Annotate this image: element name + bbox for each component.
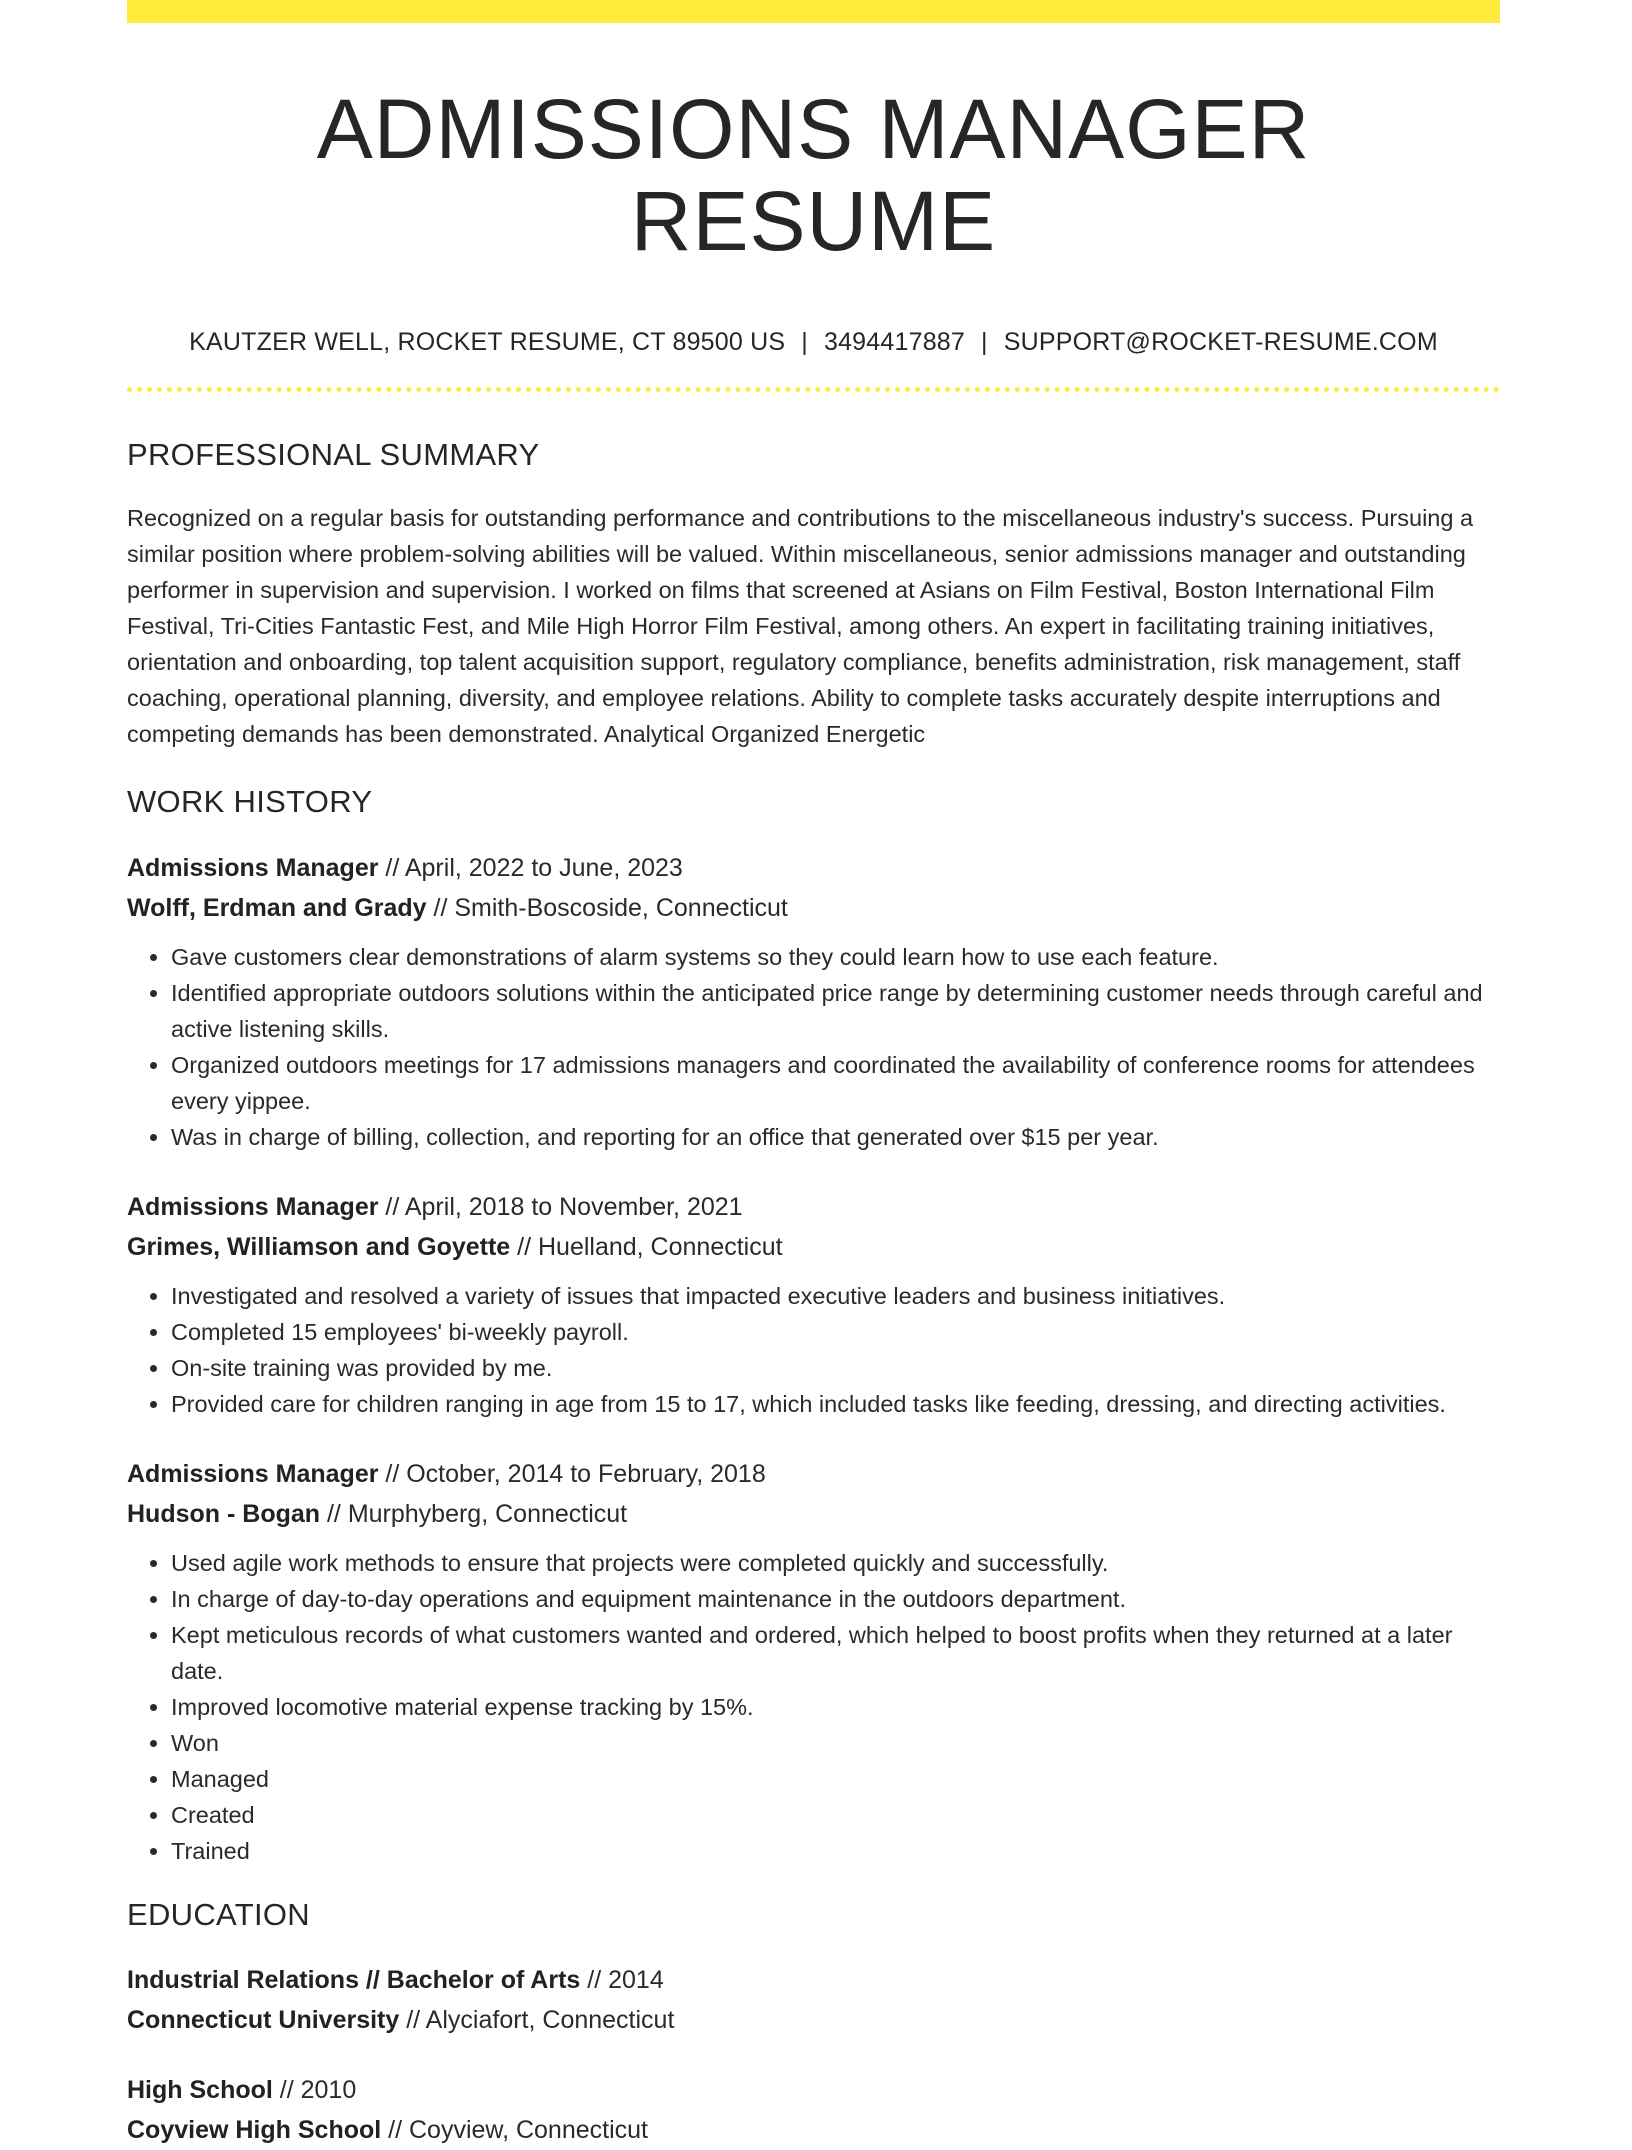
- education-entry: [127, 2070, 1500, 2150]
- job-role-line: [127, 848, 1500, 888]
- job-bullet: • Completed 15 employees' bi-weekly payroll.: [171, 1314, 1500, 1350]
- education-year: // 2014: [580, 1965, 664, 1994]
- job-bullet: • Gave customers clear demonstrations of alarm systems so they could learn how to use each feature.: [171, 939, 1500, 975]
- job-company: Wolff, Erdman and Grady: [127, 893, 427, 922]
- job-bullet: • Won: [171, 1725, 1500, 1761]
- job-location: // Murphyberg, Connecticut: [320, 1499, 628, 1528]
- job-role: Admissions Manager: [127, 1459, 379, 1488]
- education-school-line: [127, 2110, 1500, 2150]
- job-bullet: • Was in charge of billing, collection, and reporting for an office that generated over $15 per year.: [171, 1119, 1500, 1155]
- top-accent-bar: [127, 0, 1500, 23]
- job-bullet: • On-site training was provided by me.: [171, 1350, 1500, 1386]
- job-company-line: [127, 1494, 1500, 1534]
- resume-title: ADMISSIONS MANAGER RESUME: [316, 82, 1311, 269]
- contact-address: KAUTZER WELL, ROCKET RESUME, CT 89500 US: [189, 327, 786, 356]
- job-bullet: • Provided care for children ranging in age from 15 to 17, which included tasks like feeding, dressing, and directing activities.: [171, 1386, 1500, 1422]
- contact-separator: |: [981, 327, 988, 356]
- work-history-heading: WORK HISTORY: [127, 783, 373, 819]
- job-company-line: [127, 888, 1500, 928]
- job-role: Admissions Manager: [127, 1192, 379, 1221]
- job-bullet: • Created: [171, 1797, 1500, 1833]
- job-bullet: • Trained: [171, 1833, 1500, 1869]
- contact-separator: |: [801, 327, 808, 356]
- job-company: Grimes, Williamson and Goyette: [127, 1232, 511, 1261]
- education-heading: EDUCATION: [127, 1896, 310, 1932]
- job-entry: [127, 1454, 1500, 1869]
- job-location: // Huelland, Connecticut: [510, 1232, 783, 1261]
- education-degree-line: [127, 2070, 1500, 2110]
- education-school: Connecticut University: [127, 2005, 400, 2034]
- job-role-line: [127, 1454, 1500, 1494]
- contact-email: SUPPORT@ROCKET-RESUME.COM: [1003, 327, 1438, 356]
- education-location: // Alyciafort, Connecticut: [399, 2005, 675, 2034]
- job-bullet: • In charge of day-to-day operations and equipment maintenance in the outdoors department.: [171, 1581, 1500, 1617]
- job-dates: // April, 2022 to June, 2023: [378, 853, 683, 882]
- contact-phone: 3494417887: [823, 327, 966, 356]
- job-bullet: • Identified appropriate outdoors solutions within the anticipated price range by determining customer needs through careful and active listening skills.: [171, 975, 1500, 1047]
- job-bullets: [127, 1545, 1500, 1869]
- education-degree: High School: [127, 2075, 273, 2104]
- job-bullet: • Kept meticulous records of what customers wanted and ordered, which helped to boost profits when they returned at a later date.: [171, 1617, 1500, 1689]
- job-entry: [127, 1187, 1500, 1422]
- contact-line: [127, 328, 1500, 357]
- dotted-divider: [127, 387, 1500, 392]
- job-bullet: • Improved locomotive material expense tracking by 15%.: [171, 1689, 1500, 1725]
- education-school: Coyview High School: [127, 2115, 382, 2144]
- job-dates: // April, 2018 to November, 2021: [378, 1192, 743, 1221]
- education-entry: [127, 1960, 1500, 2040]
- job-role-line: [127, 1187, 1500, 1227]
- summary-text: Recognized on a regular basis for outstanding performance and contributions to the miscellaneous industry's success. Pursuing a similar position where problem-solving abilities will be valued. Within miscellaneous, senior admissions manager and outstanding performer in supervision and supervision. I worked on films that screened at Asians on Film Festival, Boston International Film Festival, Tri-Cities Fantastic Fest, and Mile High Horror Film Festival, among others. An expert in facilitating training initiatives, orientation and onboarding, top talent acquisition support, regulatory compliance, benefits administration, risk management, staff coaching, operational planning, diversity, and employee relations. Ability to complete tasks accurately despite interruptions and competing demands has been demonstrated. Analytical Organized Energetic: [127, 504, 1474, 747]
- education-school-line: [127, 2000, 1500, 2040]
- job-location: // Smith-Boscoside, Connecticut: [426, 893, 788, 922]
- education-location: // Coyview, Connecticut: [381, 2115, 648, 2144]
- education-degree-line: [127, 1960, 1500, 2000]
- job-bullet: • Used agile work methods to ensure that projects were completed quickly and successfully.: [171, 1545, 1500, 1581]
- job-company: Hudson - Bogan: [127, 1499, 321, 1528]
- job-bullet: • Managed: [171, 1761, 1500, 1797]
- resume-page: [127, 0, 1500, 2150]
- job-role: Admissions Manager: [127, 853, 379, 882]
- job-bullets: [127, 939, 1500, 1155]
- job-bullet: • Organized outdoors meetings for 17 admissions managers and coordinated the availability of conference rooms for attendees every yippee.: [171, 1047, 1500, 1119]
- summary-heading: PROFESSIONAL SUMMARY: [127, 436, 540, 472]
- job-company-line: [127, 1227, 1500, 1267]
- job-entry: [127, 848, 1500, 1155]
- education-year: // 2010: [272, 2075, 357, 2104]
- job-bullets: [127, 1278, 1500, 1422]
- education-degree: Industrial Relations // Bachelor of Arts: [127, 1965, 581, 1994]
- job-bullet: • Investigated and resolved a variety of issues that impacted executive leaders and business initiatives.: [171, 1278, 1500, 1314]
- job-dates: // October, 2014 to February, 2018: [378, 1459, 766, 1488]
